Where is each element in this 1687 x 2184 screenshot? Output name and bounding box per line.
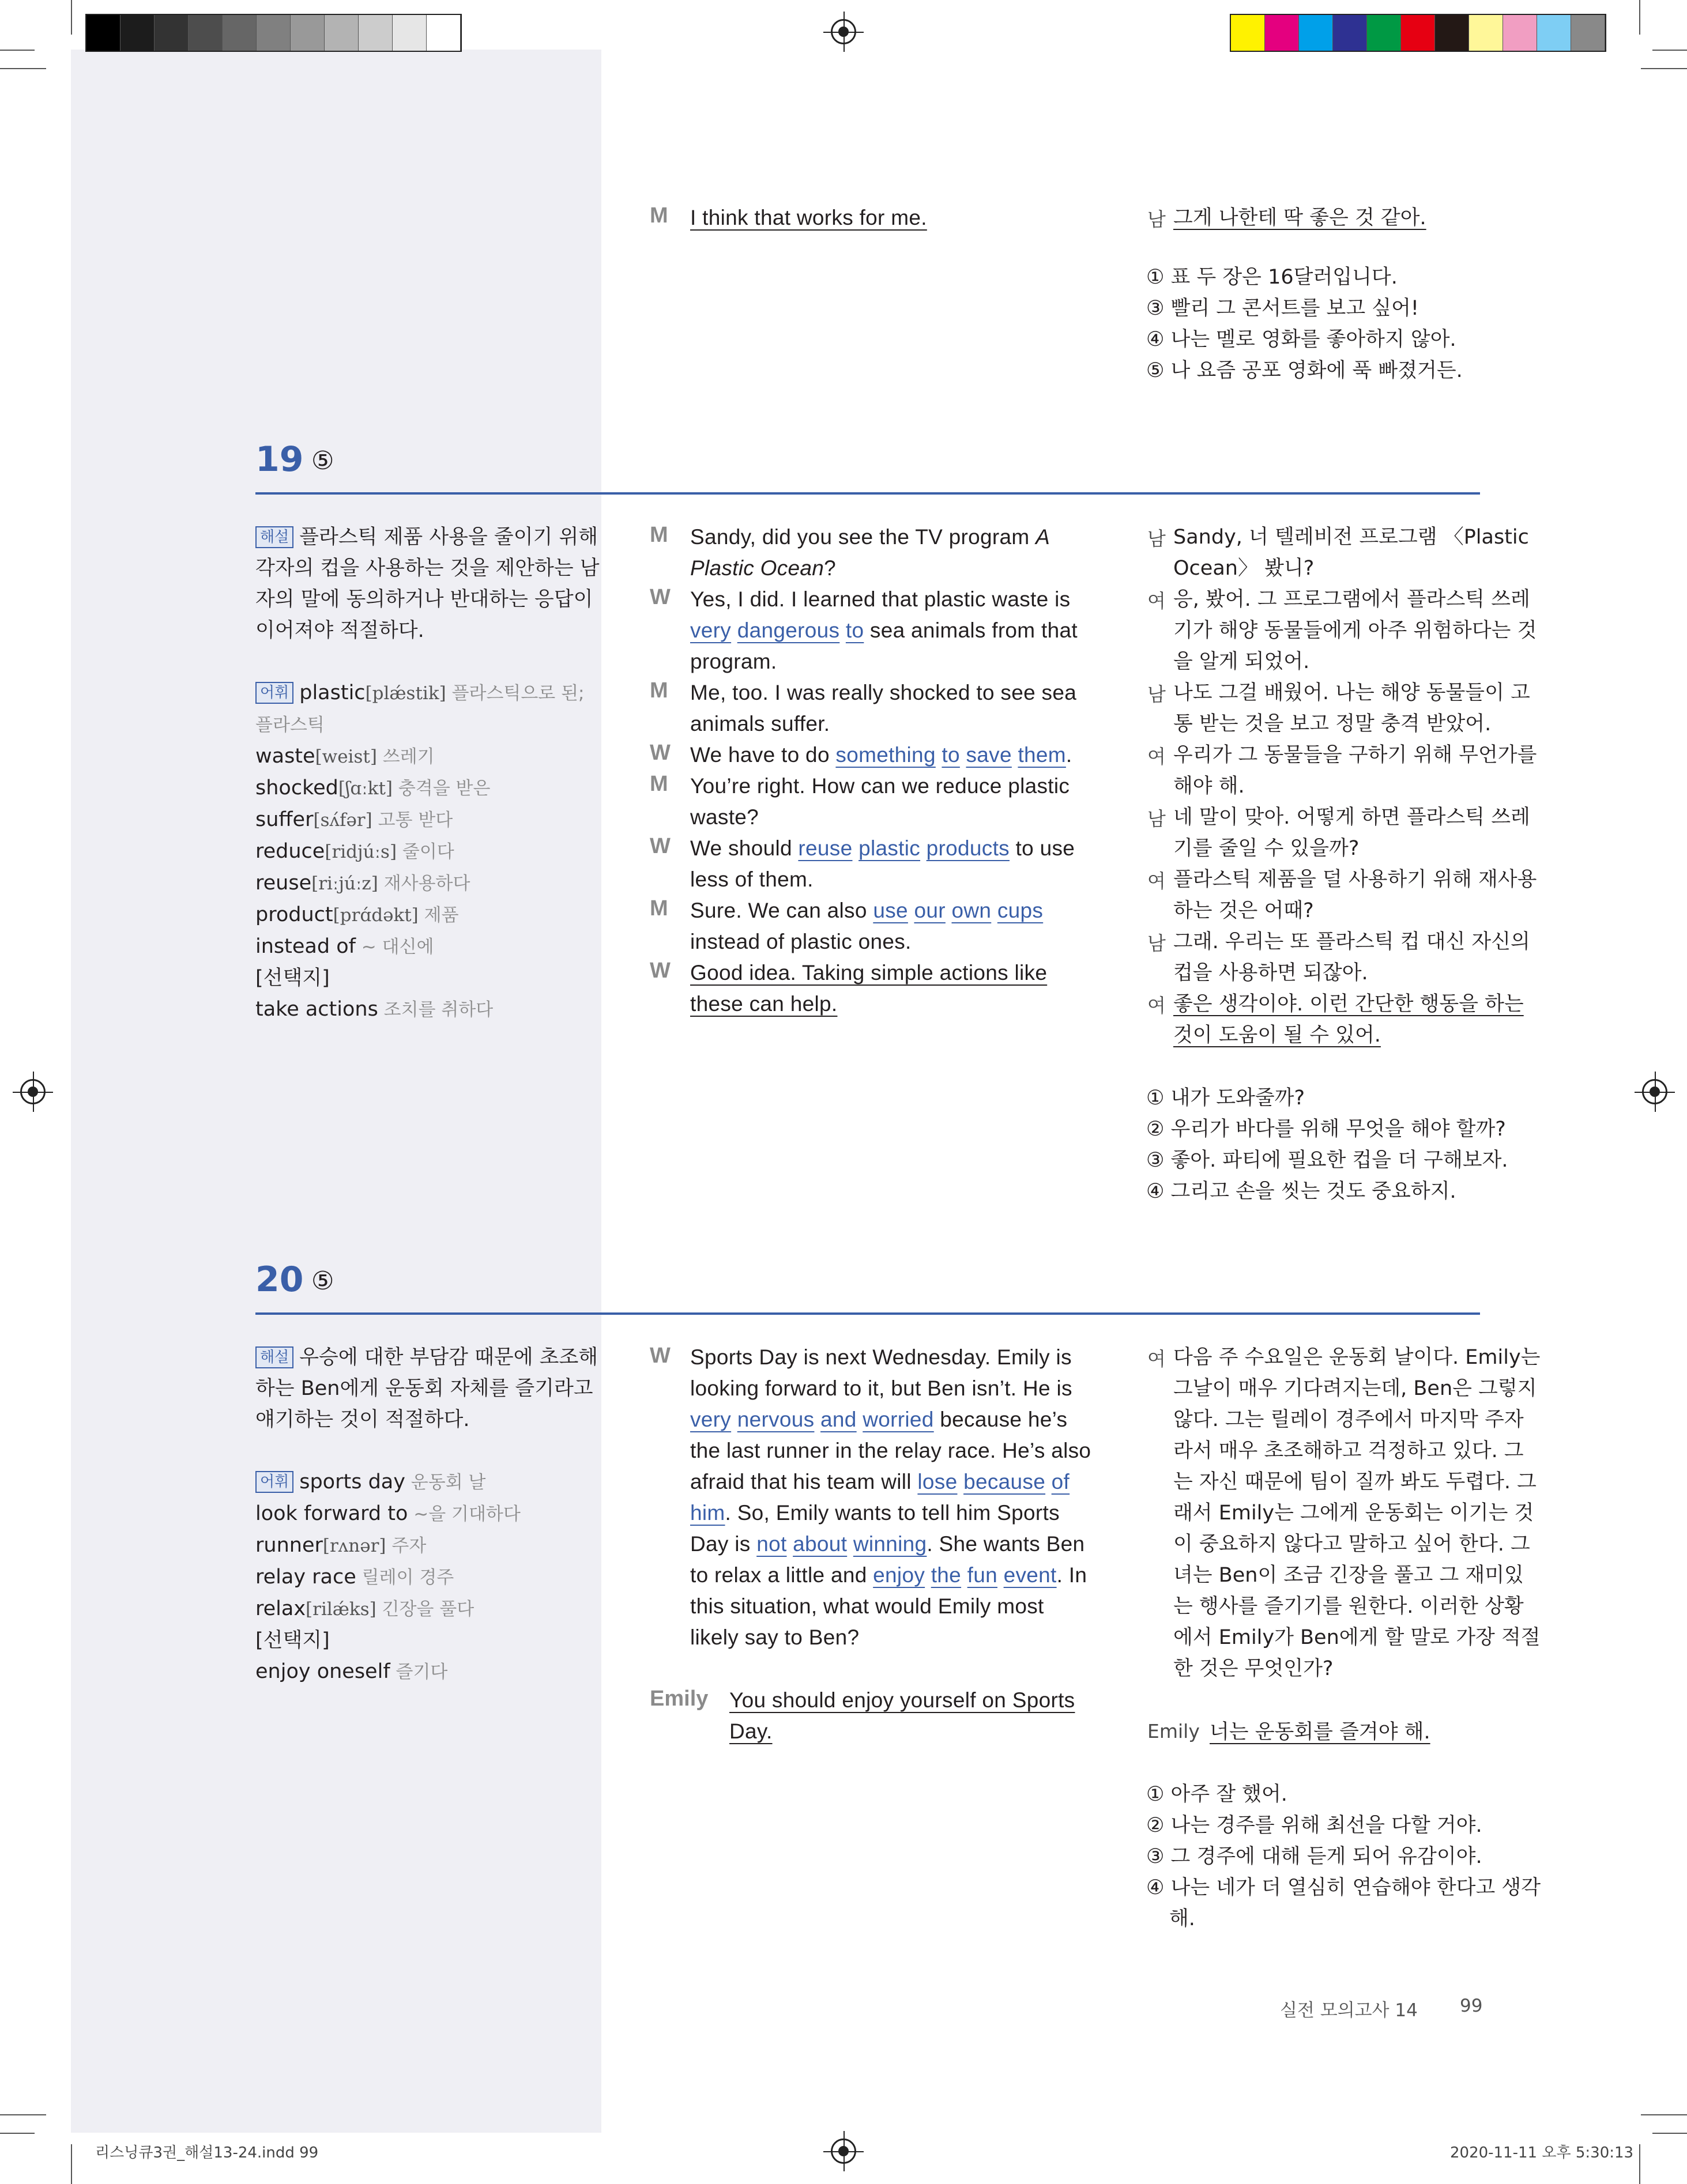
choice-item: ② 우리가 바다를 위해 무엇을 해야 할까? — [1146, 1118, 1506, 1141]
speaker-label-emily: Emily — [650, 1687, 709, 1711]
gray-color-bar — [85, 14, 462, 52]
korean-line: 좋은 생각이야. 이런 간단한 행동을 하는 — [1173, 993, 1524, 1016]
korean-speaker-label: 남 — [1147, 683, 1166, 706]
korean-speaker-label: 여 — [1147, 994, 1166, 1017]
vocab-word: runner — [255, 1534, 323, 1557]
question-answer: ⑤ — [311, 1266, 334, 1296]
blank-answer: reuse — [798, 836, 853, 860]
choice-item: ③ 그 경주에 대해 듣게 되어 유감이야. — [1146, 1845, 1482, 1868]
crop-mark — [1652, 50, 1687, 51]
vocab-item — [255, 963, 585, 994]
korean-speaker-label: 남 — [1147, 808, 1166, 830]
vocab-meaning: 플라스틱으로 된; — [446, 683, 585, 704]
vocab-word: [선택지] — [255, 967, 330, 990]
speaker-label: M — [650, 203, 668, 228]
korean-line: 녀는 Ben이 조금 긴장을 풀고 그 재미있 — [1173, 1564, 1524, 1587]
color-swatch — [1401, 15, 1435, 51]
question-answer: ⑤ — [311, 446, 334, 476]
transcript-line — [729, 1716, 1075, 1747]
transcript-line: looking forward to it, but Ben isn’t. He is — [690, 1376, 1072, 1400]
vocab-word: product — [255, 903, 333, 926]
vocab-word: waste — [255, 745, 315, 768]
blank-answer: our — [914, 899, 946, 922]
transcript-line: the last runner in the relay race. He’s also — [690, 1439, 1091, 1462]
vocab-word: [선택지] — [255, 1629, 330, 1652]
transcript-line: him. So, Emily wants to tell him Sports — [690, 1501, 1060, 1525]
vocab-meaning: 주자 — [386, 1536, 427, 1556]
vocab-word: take actions — [255, 998, 378, 1021]
question-number: 19 — [255, 439, 304, 480]
transcript-line: Sports Day is next Wednesday. Emily is — [690, 1345, 1072, 1369]
vocab-word: instead of — [255, 935, 356, 958]
blank-answer: nervous — [737, 1408, 815, 1431]
vocab-word: relay race — [255, 1566, 356, 1589]
underlined-answer: You should enjoy yourself on Sports — [729, 1688, 1075, 1712]
color-swatch — [325, 15, 359, 51]
registration-mark-top — [831, 19, 856, 44]
color-swatch — [189, 15, 223, 51]
korean-line: 플라스틱 제품을 덜 사용하기 위해 재사용 — [1173, 868, 1537, 891]
vocab-meaning: 플라스틱 — [255, 715, 325, 735]
color-swatch — [393, 15, 427, 51]
choice-item: ⑤ 나 요즘 공포 영화에 푹 빠졌거든. — [1146, 359, 1463, 382]
color-swatch — [1333, 15, 1367, 51]
korean-line: 통 받는 것을 보고 정말 충격 받았어. — [1173, 712, 1492, 735]
korean-line: 에서 Emily가 Ben에게 할 말로 가장 적절 — [1173, 1626, 1541, 1649]
vocab-meaning: 즐기다 — [390, 1662, 448, 1683]
blank-answer: him — [690, 1501, 725, 1525]
speaker-label: M — [650, 523, 668, 547]
choice-item: ③ 빨리 그 콘서트를 보고 싶어! — [1146, 297, 1419, 320]
korean-line: 않다. 그는 릴레이 경주에서 마지막 주자 — [1173, 1408, 1524, 1431]
transcript-line: Sure. We can also use our own cups — [690, 899, 1044, 922]
blank-answer: cups — [997, 899, 1044, 922]
blank-answer: plastic — [858, 836, 921, 860]
korean-line: 다음 주 수요일은 운동회 날이다. Emily는 — [1173, 1346, 1541, 1369]
italic-title: Plastic Ocean — [690, 556, 824, 580]
page-number: 99 — [1460, 1996, 1483, 2016]
korean-line: 래서 Emily는 그에게 운동회는 이기는 것 — [1173, 1502, 1534, 1525]
section-footer: 실전 모의고사 14 — [1280, 2000, 1418, 2021]
speaker-label: W — [650, 585, 671, 609]
korean-line: 나도 그걸 배웠어. 나는 해양 동물들이 고 — [1173, 681, 1530, 704]
vocab-word: reuse — [255, 872, 312, 895]
color-swatch — [1231, 15, 1265, 51]
explanation — [255, 522, 600, 646]
process-color-bar — [1230, 14, 1606, 52]
color-swatch — [1537, 15, 1571, 51]
question-number: 20 — [255, 1259, 304, 1300]
answer-line-korean — [1173, 202, 1426, 233]
transcript-line: Yes, I did. I learned that plastic waste is — [690, 587, 1071, 611]
vocab-meaning: ~을 기대하다 — [408, 1504, 521, 1525]
speaker-label: M — [650, 772, 668, 796]
english-transcript — [690, 522, 1078, 1020]
vocab-meaning: 제품 — [418, 905, 459, 926]
vocab-item — [255, 1466, 521, 1498]
blank-answer: enjoy — [873, 1563, 925, 1587]
italic-title: A — [1035, 525, 1050, 549]
section-divider — [255, 492, 1480, 495]
korean-line: 그래. 우리는 또 플라스틱 컵 대신 자신의 — [1173, 930, 1530, 953]
korean-line: 응, 봤어. 그 프로그램에서 플라스틱 쓰레 — [1173, 588, 1530, 611]
emily-answer — [729, 1685, 1075, 1747]
vocab-meaning: 조치를 취하다 — [378, 999, 494, 1020]
side-column-background — [71, 50, 601, 2133]
korean-line: 는 행사를 즐기기를 원한다. 이러한 상황 — [1173, 1595, 1524, 1618]
crop-mark — [1641, 2114, 1687, 2115]
color-swatch — [291, 15, 325, 51]
print-date: 2020-11-11 오후 5:30:13 — [1450, 2144, 1634, 2162]
vocab-item — [255, 804, 585, 836]
korean-speaker-emily: Emily — [1147, 1720, 1200, 1742]
vocab-item — [255, 709, 585, 741]
top-choices — [1146, 262, 1463, 386]
choice-item: ④ 나는 멜로 영화를 좋아하지 않아. — [1146, 328, 1456, 351]
blank-answer: winning — [853, 1532, 927, 1556]
vocab-meaning: 재사용하다 — [378, 873, 470, 894]
blank-answer: worried — [863, 1408, 934, 1431]
explanation-line: 각자의 컵을 사용하는 것을 제안하는 남 — [255, 557, 600, 580]
vocab-item — [255, 1530, 521, 1561]
color-swatch — [359, 15, 393, 51]
blank-answer: about — [793, 1532, 848, 1556]
vocab-meaning: 줄이다 — [397, 842, 454, 862]
vocab-item — [255, 836, 585, 867]
vocab-item — [255, 1593, 521, 1625]
vocab-item — [255, 867, 585, 899]
blank-answer: and — [820, 1408, 857, 1431]
vocab-word: suffer — [255, 808, 314, 831]
korean-line: 네 말이 맞아. 어떻게 하면 플라스틱 쓰레 — [1173, 806, 1530, 829]
crop-mark — [1639, 0, 1640, 35]
blank-answer: very — [690, 618, 732, 642]
speaker-label: M — [650, 896, 668, 921]
transcript-line: very nervous and worried because he’s — [690, 1408, 1068, 1431]
answer-text-korean: 너는 운동회를 즐겨야 해. — [1210, 1721, 1430, 1744]
blank-answer: not — [756, 1532, 787, 1556]
speaker-label: M — [650, 678, 668, 703]
korean-line: 라서 매우 초조해하고 걱정하고 있다. 그 — [1173, 1439, 1524, 1462]
color-swatch — [427, 15, 461, 51]
transcript-line: You’re right. How can we reduce plastic — [690, 774, 1070, 798]
explanation-line: 이어져야 적절하다. — [255, 619, 424, 642]
korean-speaker-label: 여 — [1147, 745, 1166, 768]
crop-mark — [0, 50, 35, 51]
explanation — [255, 1342, 598, 1435]
color-swatch — [1503, 15, 1537, 51]
speaker-label: W — [650, 741, 671, 765]
vocab-item — [255, 931, 585, 963]
vocabulary-list — [255, 1466, 521, 1688]
vocab-meaning: 고통 받다 — [372, 810, 453, 831]
transcript-line: program. — [690, 650, 777, 673]
speaker-label: W — [650, 959, 671, 983]
underlined-answer: Day. — [729, 1719, 773, 1743]
color-swatch — [155, 15, 189, 51]
transcript-line: animals suffer. — [690, 712, 830, 735]
color-swatch — [1469, 15, 1503, 51]
vocab-word: look forward to — [255, 1502, 408, 1525]
vocab-word: enjoy oneself — [255, 1660, 390, 1683]
choice-item: ② 나는 경주를 위해 최선을 다할 거야. — [1146, 1814, 1482, 1837]
vocab-word: relax — [255, 1597, 306, 1620]
file-slug: 리스닝큐3권_해설13-24.indd 99 — [95, 2144, 319, 2162]
transcript-line: Plastic Ocean? — [690, 556, 837, 580]
vocab-meaning: 쓰레기 — [376, 746, 435, 767]
transcript-line: Me, too. I was really shocked to see sea — [690, 681, 1077, 704]
explanation-line: 자의 말에 동의하거나 반대하는 응답이 — [255, 588, 593, 611]
blank-answer: fun — [967, 1563, 997, 1587]
korean-speaker-label: 여 — [1147, 1348, 1166, 1370]
crop-mark — [0, 68, 46, 69]
korean-line: 것이 도움이 될 수 있어. — [1173, 1024, 1381, 1047]
blank-answer: very — [690, 1408, 732, 1431]
vocab-item — [255, 772, 585, 804]
korean-transcript — [1173, 522, 1537, 1051]
transcript-line: less of them. — [690, 867, 814, 891]
blank-answer: save — [966, 743, 1012, 767]
blank-answer: event — [1003, 1563, 1057, 1587]
speaker-label: W — [650, 834, 671, 858]
speaker-label: W — [650, 1344, 671, 1368]
vocab-pronunciation: [riːjúːz] — [311, 873, 378, 894]
korean-line: 하는 것은 어때? — [1173, 899, 1314, 922]
vocab-meaning: ~ 대신에 — [355, 937, 434, 957]
transcript-line: We have to do something to save them. — [690, 743, 1072, 767]
transcript-line: waste? — [690, 805, 759, 829]
answer-text-korean: 그게 나한테 딱 좋은 것 같아. — [1173, 206, 1426, 229]
vocab-word: reduce — [255, 840, 325, 863]
explanation-tag: 해설 — [255, 526, 293, 548]
choice-item: ① 표 두 장은 16달러입니다. — [1146, 266, 1398, 289]
korean-speaker-label: 남 — [1147, 932, 1166, 955]
vocab-word: sports day — [299, 1470, 405, 1493]
color-swatch — [1367, 15, 1401, 51]
explanation-line: 우승에 대한 부담감 때문에 초조해 — [299, 1346, 598, 1369]
color-swatch — [223, 15, 257, 51]
registration-mark-bottom — [831, 2138, 856, 2164]
blank-answer: products — [926, 836, 1010, 860]
korean-line: Sandy, 너 텔레비전 프로그램 〈Plastic — [1173, 526, 1529, 549]
crop-mark — [71, 2144, 72, 2184]
blank-answer: lose — [917, 1470, 958, 1493]
vocab-pronunciation: [ridjúːs] — [325, 842, 397, 862]
korean-line: Ocean〉 봤니? — [1173, 557, 1315, 580]
transcript-line: afraid that his team will lose because of — [690, 1470, 1070, 1493]
choice-item: ④ 그리고 손을 씻는 것도 중요하지. — [1146, 1180, 1456, 1203]
explanation-line: 얘기하는 것이 적절하다. — [255, 1408, 470, 1431]
choice-item: ③ 좋아. 파티에 필요한 컵을 더 구해보자. — [1146, 1149, 1508, 1172]
transcript-line — [729, 1685, 1075, 1716]
vocab-pronunciation: [rʌnər] — [322, 1536, 386, 1556]
vocab-word: plastic — [299, 681, 366, 704]
q20-choices — [1146, 1779, 1541, 1934]
blank-answer: own — [951, 899, 992, 922]
korean-line: 컵을 사용하면 되잖아. — [1173, 961, 1368, 985]
answer-text: I think that works for me. — [690, 206, 927, 229]
korean-line: 한 것은 무엇인가? — [1173, 1657, 1334, 1680]
choice-item: ④ 나는 네가 더 열심히 연습해야 한다고 생각 — [1146, 1876, 1541, 1899]
registration-mark-left — [20, 1079, 46, 1104]
korean-line: 기가 해양 동물들에게 아주 위험하다는 것 — [1173, 619, 1537, 642]
underlined-answer: these can help. — [690, 992, 838, 1016]
explanation-line: 플라스틱 제품 사용을 줄이기 위해 — [299, 526, 598, 549]
crop-mark — [1639, 2144, 1640, 2184]
vocab-tag: 어휘 — [255, 1471, 293, 1493]
korean-line: 그날이 매우 기다려지는데, Ben은 그렇지 — [1173, 1377, 1537, 1400]
vocab-pronunciation: [rilǽks] — [306, 1599, 376, 1620]
blank-answer: because — [963, 1470, 1046, 1493]
korean-transcript — [1173, 1342, 1541, 1684]
explanation-tag: 해설 — [255, 1346, 293, 1368]
vocab-pronunciation: [plǽstik] — [365, 683, 446, 704]
korean-line: 기를 줄일 수 있을까? — [1173, 837, 1360, 860]
transcript-line: Sandy, did you see the TV program A — [690, 525, 1050, 549]
blank-answer: to — [845, 618, 864, 642]
vocab-tag: 어휘 — [255, 682, 293, 704]
color-swatch — [86, 15, 120, 51]
color-swatch — [1265, 15, 1299, 51]
answer-line-english — [690, 202, 927, 233]
crop-mark — [0, 2133, 35, 2134]
vocab-item — [255, 677, 585, 709]
korean-answer — [1210, 1717, 1430, 1748]
vocab-meaning: 충격을 받은 — [393, 778, 491, 799]
korean-speaker-label: 남 — [1147, 527, 1166, 550]
crop-mark — [1641, 68, 1687, 69]
vocab-word: shocked — [255, 776, 338, 799]
vocab-item — [255, 1656, 521, 1688]
blank-answer: them — [1018, 743, 1066, 767]
crop-mark — [0, 2114, 46, 2115]
blank-answer: of — [1051, 1470, 1070, 1493]
korean-line: 이 중요하지 않다고 말하고 싶어 한다. 그 — [1173, 1533, 1530, 1556]
vocab-item — [255, 741, 585, 772]
color-swatch — [1299, 15, 1333, 51]
vocab-pronunciation: [weist] — [315, 746, 377, 767]
vocab-item — [255, 1625, 521, 1656]
vocab-item — [255, 994, 585, 1025]
color-swatch — [120, 15, 155, 51]
blank-answer: the — [931, 1563, 962, 1587]
transcript-line: We should reuse plastic products to use — [690, 836, 1075, 860]
transcript-line: Day is not about winning. She wants Ben — [690, 1532, 1085, 1556]
blank-answer: something — [835, 743, 936, 767]
vocab-meaning: 릴레이 경주 — [356, 1567, 454, 1588]
choice-item: ① 내가 도와줄까? — [1146, 1087, 1305, 1110]
transcript-line: likely say to Ben? — [690, 1625, 860, 1649]
blank-answer: use — [873, 899, 908, 922]
korean-line: 는 자신 때문에 팀이 질까 봐도 두렵다. 그 — [1173, 1470, 1537, 1493]
color-swatch — [1571, 15, 1605, 51]
q19-choices — [1146, 1082, 1508, 1207]
transcript-line: instead of plastic ones. — [690, 930, 912, 953]
transcript-line — [690, 957, 1078, 989]
vocab-item — [255, 899, 585, 931]
vocab-pronunciation: [sʌ́fər] — [313, 810, 372, 831]
vocab-meaning: 긴장을 풀다 — [376, 1599, 475, 1620]
blank-answer: to — [942, 743, 960, 767]
transcript-line — [690, 989, 1078, 1020]
choice-item: 해. — [1169, 1907, 1195, 1930]
vocabulary-list — [255, 677, 585, 1025]
korean-speaker-label: 여 — [1147, 590, 1166, 612]
transcript-line: very dangerous to sea animals from that — [690, 618, 1078, 642]
vocab-item — [255, 1561, 521, 1593]
section-divider — [255, 1312, 1480, 1315]
korean-line: 을 알게 되었어. — [1173, 650, 1310, 673]
blank-answer: dangerous — [737, 618, 840, 642]
vocab-pronunciation: [ʃɑːkt] — [338, 778, 393, 799]
color-swatch — [1435, 15, 1469, 51]
transcript-line: to relax a little and enjoy the fun event. In — [690, 1563, 1087, 1587]
color-swatch — [257, 15, 291, 51]
choice-item: ① 아주 잘 했어. — [1146, 1783, 1287, 1806]
korean-speaker-label: 여 — [1147, 870, 1166, 892]
crop-mark — [71, 0, 72, 35]
english-transcript — [690, 1342, 1091, 1653]
korean-speaker-label: 남 — [1147, 208, 1166, 231]
explanation-line: 하는 Ben에게 운동회 자체를 즐기라고 — [255, 1377, 593, 1400]
korean-line: 우리가 그 동물들을 구하기 위해 무언가를 — [1173, 744, 1537, 767]
korean-line: 해야 해. — [1173, 775, 1245, 798]
registration-mark-right — [1642, 1079, 1667, 1104]
vocab-pronunciation: [prɑ́dəkt] — [333, 905, 419, 926]
vocab-item — [255, 1498, 521, 1530]
transcript-line: this situation, what would Emily most — [690, 1594, 1044, 1618]
underlined-answer: Good idea. Taking simple actions like — [690, 961, 1048, 985]
crop-mark — [1652, 2133, 1687, 2134]
vocab-meaning: 운동회 날 — [405, 1472, 486, 1493]
